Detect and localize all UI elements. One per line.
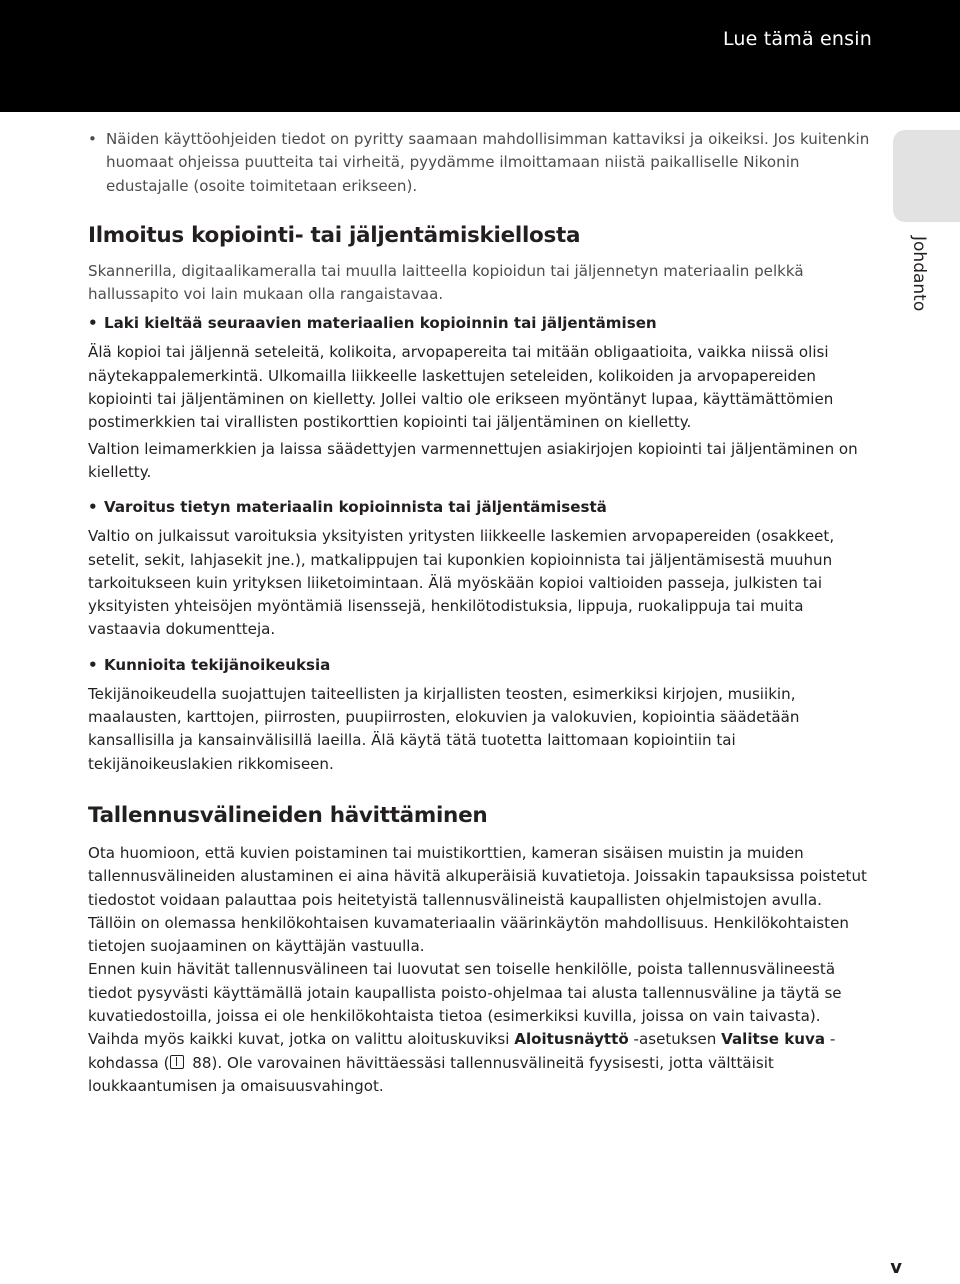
- book-reference-icon: [170, 1055, 184, 1069]
- side-tab-label: Johdanto: [909, 236, 929, 312]
- warning-paragraph: Valtio on julkaissut varoituksia yksityisten yritysten liikkeelle laskemien arvopapereiden (osakkeet, setelit, sekit, lahjasekit jne.), matkalippujen tai kuponkien kopioinnista tai jäljentämisestä muuhun tarkoitukseen kuin yrityksen liiketoimintaan. Älä myöskään kopioi valtioiden passeja, julkisten tai yksityisten yhteisöjen myöntämiä lisenssejä, henkilötodistuksia, lippuja, ruokalippuja tai muita vastaavia dokumentteja.: [88, 527, 835, 639]
- subheading-law-prohibits: • Laki kieltää seuraavien materiaalien kopioinnin tai jäljentämisen: [88, 312, 870, 335]
- disposal-text-c: -kohdassa (: [88, 1030, 836, 1072]
- law-prohibits-paragraph-1: Älä kopioi tai jäljennä seteleitä, kolikoita, arvopapereita tai mitään obligaatioita, vaikka niissä olisi näytekappalemerkintä. Ulkomailla liikkeelle laskettujen seteleiden, kolikoiden ja arvopapereiden kopiointi tai jäljentäminen on kielletty. Jollei valtio ole erikseen myöntänyt lupaa, käyttämättömien postimerkkien tai virallisten postikorttien kopiointi tai jäljentäminen on kielletty.: [88, 343, 834, 432]
- section1-intro: Skannerilla, digitaalikameralla tai muulla laitteella kopioidun tai jäljennetyn materiaalin pelkkä hallussapito voi lain mukaan olla rangaistavaa.: [88, 261, 804, 304]
- header-bar: [0, 0, 960, 112]
- menu-option-welcome-screen: Aloitusnäyttö: [514, 1030, 629, 1049]
- section-heading-disposal: Tallennusvälineiden hävittäminen: [88, 802, 488, 828]
- intro-bullet: • Näiden käyttöohjeiden tiedot on pyritty saamaan mahdollisimman kattaviksi ja oikeiksi. Jos kuitenkin huomaat ohjeissa puutteita tai virheitä, pyydämme ilmoittamaan niistä paikalliselle Nikonin edustajalle (osoite toimitetaan erikseen).: [88, 128, 870, 198]
- section-heading-copy-notice: Ilmoitus kopiointi- tai jäljentämiskiellosta: [88, 222, 581, 248]
- disposal-paragraph-1: Ota huomioon, että kuvien poistaminen tai muistikorttien, kameran sisäisen muistin ja muiden tallennusvälineiden alustaminen ei aina hävitä alkuperäisiä kuvatietoja. Joissakin tapauksissa poistetut tiedostot voidaan palauttaa pois heitetyistä tallennusvälineistä kaupallisten ohjelmistojen avulla. Tällöin on olemassa henkilökohtaisen kuvamateriaalin väärinkäytön mahdollisuus. Henkilökohtaisten tietojen suojaaminen on käyttäjän vastuulla.: [88, 843, 867, 956]
- header-title: Lue tämä ensin: [722, 28, 872, 50]
- page-reference[interactable]: 88: [187, 1053, 212, 1072]
- main-content: [88, 128, 870, 1098]
- copyright-paragraph: Tekijänoikeudella suojattujen taiteellisten ja kirjallisten teosten, esimerkiksi kirjojen, musiikin, maalausten, karttojen, piirrosten, puupiirrosten, elokuvien ja valokuvien, kopiointia säädetään kansallisilla ja kansainvälisillä laeilla. Älä käytä tätä tuotetta laittomaan kopiointiin tai tekijänoikeuslakien rikkomiseen.: [88, 684, 800, 773]
- disposal-text-d: ). Ole varovainen hävittäessäsi tallennusvälineitä fyysisesti, jotta välttäisit loukkaantumisen ja omaisuusvahingot.: [88, 1053, 774, 1095]
- side-tab[interactable]: [893, 130, 960, 222]
- page-number: v: [890, 1257, 902, 1278]
- subheading-copyright: • Kunnioita tekijänoikeuksia: [88, 654, 870, 677]
- menu-option-select-image: Valitse kuva: [721, 1030, 826, 1049]
- disposal-text-b: -asetuksen: [628, 1030, 722, 1049]
- disposal-text-a: Ennen kuin hävität tallennusvälineen tai luovutat sen toiselle henkilölle, poista tallennusvälineestä tiedot pysyvästi käyttämällä jotain kaupallista poisto-ohjelmaa tai alusta tallennusväline ja täytä se kuvatiedostoilla, joissa ei ole henkilökohtaista tietoa (esimerkiksi kuvilla, joissa on vain taivasta). Vaihda myös kaikki kuvat, jotka on valittu aloituskuviksi: [88, 960, 842, 1049]
- disposal-paragraph-2: [88, 958, 870, 1098]
- law-prohibits-paragraph-2: Valtion leimamerkkien ja laissa säädettyjen varmennettujen asiakirjojen kopiointi tai jäljentäminen on kielletty.: [88, 439, 858, 481]
- subheading-warning: • Varoitus tietyn materiaalin kopioinnista tai jäljentämisestä: [88, 496, 870, 519]
